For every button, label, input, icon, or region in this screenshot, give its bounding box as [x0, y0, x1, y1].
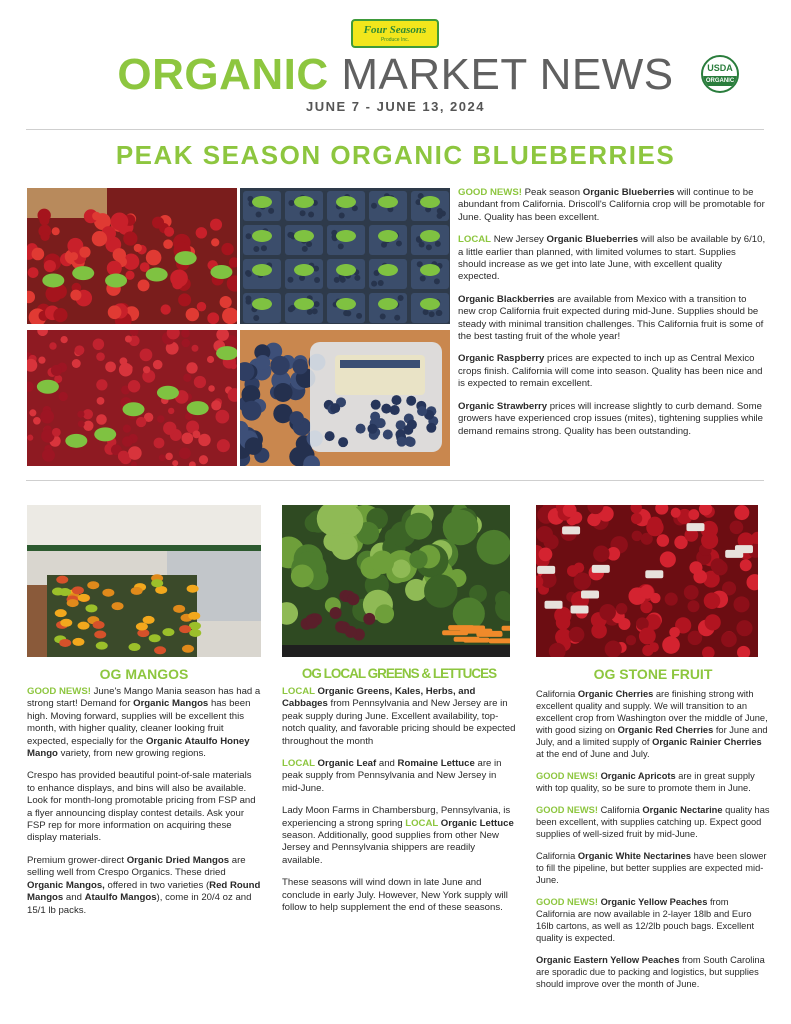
article-paragraph: Crespo has provided beautiful point-of-sale materials to enhance displays, and bins will also be available. Look for month-long promotable pricing from FSP and a flyer announcing display contest details. Ask your FSP rep for more information on acquiring these display materials.: [27, 770, 256, 844]
article-paragraph: [282, 805, 516, 867]
logo-text: Four Seasons: [363, 24, 427, 36]
text-run: Premium grower-direct: [27, 854, 127, 866]
bold-text-run: Organic Lettuce: [438, 817, 514, 829]
bold-text-run: Organic Ataulfo Honey Mango: [27, 735, 250, 760]
strawberries-photo: [27, 188, 237, 324]
article-paragraph: [536, 850, 770, 886]
article-paragraph: [27, 855, 261, 917]
text-run: quality has been excellent, with supplies catching up. Expect good supplies of well-sized fruit by mid-June.: [536, 805, 770, 839]
text-run: for June and July, and a limited supply of: [536, 725, 768, 747]
bold-text-run: Organic Nectarine: [642, 805, 723, 815]
logo-subtext: Produce Inc.: [380, 37, 410, 43]
stone-fruit-heading: OG STONE FRUIT: [593, 666, 713, 682]
text-run: are available from Mexico with a transition to new crop California fruit expected during mid-June. Supplies should be steady with minimal transition challenges. This California fruit is some of the best tasting fruit of the whole year!: [458, 293, 764, 343]
text-run: season. Additionally, good supplies from other New Jersey and Pennsylvania shippers are readily available.: [282, 830, 499, 866]
local-label: LOCAL: [405, 817, 439, 829]
text-run: are in peak supply from Pennsylvania and New Jersey in mid-June.: [282, 758, 502, 794]
text-run: California: [536, 851, 578, 861]
bold-text-run: Organic Blueberries: [582, 187, 675, 198]
greens-display-photo: [282, 505, 510, 657]
text-run: and: [376, 758, 398, 770]
article-paragraph: [458, 294, 766, 344]
article-paragraph: These seasons will wind down in late June and conclude in early July. However, New York supply will follow to help supplement the end of these seasons.: [282, 877, 508, 914]
bold-text-run: Organic White Nectarines: [577, 851, 692, 861]
article-paragraph: [536, 688, 770, 760]
text-run: ), come in 20/4 oz and 15/1 lb packs.: [27, 892, 252, 916]
raspberries-photo: [27, 330, 237, 466]
text-run: California: [597, 805, 643, 815]
text-run: will also be available by 6/10, a little earlier than planned, with limited volumes to start. Supplies should increase as we get into late June, with excellent quality expected.: [458, 234, 766, 283]
local-label: LOCAL: [458, 234, 492, 246]
divider: [26, 480, 764, 481]
bold-text-run: Organic Leaf: [314, 758, 377, 770]
article-paragraph: [282, 686, 516, 748]
text-run: Lady Moon Farms in Chambersburg, Pennsylvania, is experiencing a strong spring: [282, 805, 511, 829]
article-paragraph: [458, 401, 766, 438]
text-run: variety, from new growing regions.: [57, 748, 206, 760]
berries-article: [458, 187, 766, 448]
text-run: has been high. Moving forward, supplies will be excellent this month, with higher quality, cleaner looking fruit expected, especially for the: [27, 698, 251, 747]
text-run: are selling well from Crespo Organics. These dried: [27, 854, 246, 879]
text-run: and: [63, 892, 85, 904]
mangos-heading: OG MANGOS: [99, 666, 189, 682]
good-news-label: GOOD NEWS!: [536, 897, 598, 907]
text-run: offered in two varieties (: [104, 879, 210, 891]
greens-heading: OG LOCAL GREENS & LETTUCES: [301, 666, 497, 681]
bold-text-run: Ataulfo Mangos: [84, 892, 157, 904]
text-run: have been slower to fill the pipeline, but better supplies are expected mid-June.: [536, 851, 767, 885]
usda-seal-bottom-text: ORGANIC: [703, 76, 737, 86]
text-run: from California are now available in 2-layer 18lb and Euro 16lb cartons, as well as 12/2lb pouch bags. Excellent quality is expected.: [536, 897, 755, 943]
issue-date: JUNE 7 - JUNE 13, 2024: [306, 99, 485, 114]
bold-text-run: Organic Red Cherries: [617, 725, 714, 735]
mangos-article: [27, 686, 261, 927]
good-news-label: GOOD NEWS!: [27, 686, 91, 697]
bold-text-run: Organic Yellow Peaches: [597, 897, 708, 907]
stone-fruit-article: [536, 688, 770, 1000]
article-paragraph: [536, 770, 770, 794]
text-run: from Pennsylvania and New Jersey are in peak supply during June. Excellent availability, top-notch quality, and favorable pricing should be expected throughout the month: [282, 698, 516, 747]
text-run: are in great supply with top quality, so be sure to promote them in June.: [536, 771, 755, 793]
good-news-label: GOOD NEWS!: [458, 187, 522, 198]
good-news-label: GOOD NEWS!: [536, 805, 598, 815]
cherries-photo: [536, 505, 758, 657]
text-run: prices will increase slightly to curb demand. Some growers have experienced crop issues (mites), tightening supplies while demand remains strong. Quality has been outstanding.: [458, 400, 764, 437]
text-run: from South Carolina are sporadic due to packing and logistics, but supplies should improve over the month of June.: [536, 955, 765, 989]
text-run: at the end of June and July.: [536, 749, 650, 759]
local-label: LOCAL: [282, 758, 315, 770]
greens-article: [282, 686, 516, 925]
bold-text-run: Organic Cherries: [577, 689, 654, 699]
bold-text-run: Organic Raspberry: [458, 353, 545, 365]
bold-text-run: Organic Rainier Cherries: [652, 737, 762, 747]
article-paragraph: [27, 686, 261, 760]
text-run: are finishing strong with excellent quality and supply. We will transition to an excellent crop from Washington over the middle of June, with good sizing on: [536, 689, 768, 735]
text-run: will continue to be abundant from California. Driscoll's California crop will be promotable for June. Quality has been excellent.: [458, 187, 765, 223]
bold-text-run: Organic Dried Mangos: [126, 854, 230, 866]
title-market-news: MARKET NEWS: [328, 50, 674, 99]
bold-text-run: Romaine Lettuce: [397, 758, 475, 770]
good-news-label: GOOD NEWS!: [536, 771, 598, 781]
article-paragraph: [536, 954, 770, 990]
bold-text-run: Organic Blackberries: [458, 293, 555, 305]
text-run: prices are expected to inch up as Central Mexico crops finish. California will come into season. Quality has been nice and is expected to remain excellent.: [458, 353, 763, 390]
bold-text-run: Organic Greens, Kales, Herbs, and Cabbages: [282, 686, 476, 710]
mango-display-photo: [27, 505, 261, 657]
text-run: California: [536, 689, 578, 699]
article-paragraph: [458, 187, 766, 224]
article-paragraph: [536, 896, 770, 944]
local-label: LOCAL: [282, 686, 315, 697]
bold-text-run: Organic Strawberry: [458, 400, 548, 412]
article-paragraph: [282, 758, 516, 795]
page-title: [0, 50, 791, 100]
text-run: Peak season: [521, 187, 583, 198]
usda-organic-seal-icon: [701, 55, 739, 93]
bold-text-run: Organic Blueberries: [546, 234, 639, 246]
bold-text-run: Organic Mangos: [133, 698, 209, 710]
article-paragraph: [458, 353, 766, 390]
hero-title: PEAK SEASON ORGANIC BLUEBERRIES: [115, 140, 676, 170]
blueberries-clamshells-photo: [240, 188, 450, 324]
bold-text-run: Organic Apricots: [597, 771, 676, 781]
text-run: New Jersey: [491, 234, 547, 246]
bold-text-run: Organic Mangos,: [27, 879, 105, 891]
article-paragraph: [458, 234, 766, 284]
title-organic: ORGANIC: [117, 50, 329, 99]
text-run: June's Mango Mania season has had a strong start! Demand for: [27, 686, 261, 710]
bold-text-run: Red Round Mangos: [27, 879, 261, 904]
article-paragraph: [536, 804, 770, 840]
usda-seal-top-text: USDA: [707, 63, 733, 73]
bold-text-run: Organic Eastern Yellow Peaches: [536, 955, 680, 965]
blueberries-pack-photo: [240, 330, 450, 466]
divider: [26, 129, 764, 130]
four-seasons-logo: [351, 19, 439, 48]
